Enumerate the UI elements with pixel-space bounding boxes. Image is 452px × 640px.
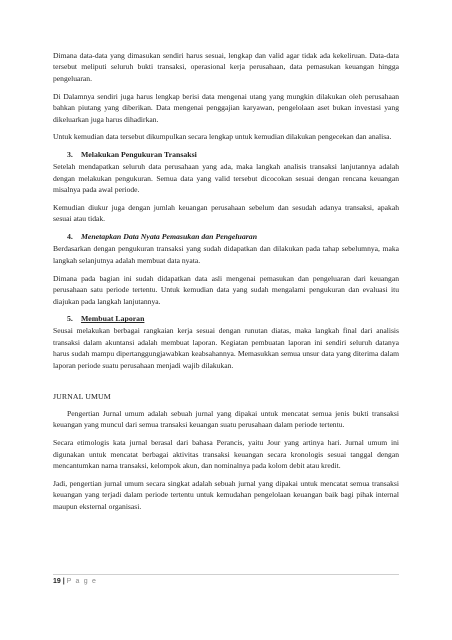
step-4-heading bbox=[53, 231, 399, 242]
paragraph: Seusai melakukan berbagai rangkaian kerja sesuai dengan runutan diatas, maka langkah final dari analisis transaksi dalam akuntansi adalah membuat laporan. Kegiatan pembuatan laporan ini sendiri seluruh datanya harus sudah mampu dipertanggungjawabkan keabsahannya. Memasukkan semua unsur data yang diterima dalam laporan periode suatu perusahaan menjadi wajib dilakukan. bbox=[53, 326, 399, 370]
paragraph: Dimana pada bagian ini sudah didapatkan data asli mengenai pemasukan dan pengeluaran dari keuangan perusahaan satu periode tertentu. Untuk kemudian data yang sudah mengalami pengukuran dan evaluasi itu diajukan pada langkah lanjutannya. bbox=[53, 273, 399, 306]
step-5-heading bbox=[53, 313, 399, 324]
section-heading: JURNAL UMUM bbox=[53, 392, 111, 402]
paragraph: Dimana data-data yang dimasukan sendiri harus sesuai, lengkap dan valid agar tidak ada kekeliruan. Data-data tersebut meliputi seluruh bukti transaksi, operasional kerja perusahaan, data pemasukan keuangan hingga pengeluaran. bbox=[53, 51, 399, 83]
paragraph: Untuk kemudian data tersebut dikumpulkan secara lengkap untuk kemudian dilakukan pengecekan dan analisa. bbox=[53, 132, 392, 142]
page-label: P a g e bbox=[66, 578, 98, 585]
step-title: Melakukan Pengukuran Transaksi bbox=[80, 150, 197, 160]
paragraph: Secara etimologis kata jurnal berasal dari bahasa Perancis, yaitu Jour yang artinya hari. Jurnal umum ini digunakan untuk mencatat berbagai aktivitas transaksi keuangan secara kronologis sesuai tanggal dengan mencantumkan nama transaksi, kelompok akun, dan nominalnya pada kolom debit atau kredit. bbox=[53, 438, 399, 471]
paragraph: Kemudian diukur juga dengan jumlah keuangan perusahaan sebelum dan sesudah adanya transaksi, apakah sesuai atau tidak. bbox=[53, 203, 399, 224]
step-title: Menetapkan Data Nyata Pemasukan dan Pengeluaran bbox=[80, 232, 258, 242]
step-number: 3. bbox=[67, 150, 73, 160]
page-content bbox=[53, 50, 399, 519]
step-title: Membuat Laporan bbox=[80, 314, 145, 324]
paragraph: Setelah mendapatkan seluruh data perusahaan yang ada, maka langkah analisis transaksi lanjutannya adalah dengan melakukan pengukuran. Semua data yang valid tersebut dicocokan sesuai dengan rencana keuangan misalnya pada awal periode. bbox=[53, 162, 399, 195]
paragraph: Pengertian Jurnal umum adalah sebuah jurnal yang dipakai untuk mencatat semua jenis bukti transaksi keuangan yang muncul dari semua transaksi keuangan suatu perusahaan dalam periode tertentu. bbox=[53, 409, 399, 430]
paragraph: Berdasarkan dengan pengukuran transaksi yang sudah didapatkan dan dilakukan pada tahap sebelumnya, maka langkah selanjutnya adalah membuat data nyata. bbox=[53, 244, 399, 265]
paragraph: Di Dalamnya sendiri juga harus lengkap berisi data mengenai utang yang mungkin dilakukan oleh perusahaan bahkan piutang yang diberikan. Data mengenai penggajian karyawan, pengelolaan aset bukan investasi yang dikeluarkan juga harus dihadirkan. bbox=[53, 91, 399, 124]
footer-separator: | bbox=[62, 578, 65, 585]
page-number: 19 bbox=[53, 578, 61, 585]
step-number: 4. bbox=[67, 232, 73, 242]
page-footer bbox=[53, 574, 399, 587]
step-number: 5. bbox=[67, 314, 73, 324]
paragraph: Jadi, pengertian jurnal umum secara singkat adalah sebuah jurnal yang dipakai untuk mencatat semua transaksi keuangan yang terjadi dalam periode tertentu untuk kemudahan pengelolaan keuangan baik bagi pihak internal maupun eksternal organisasi. bbox=[53, 479, 399, 511]
step-3-heading bbox=[53, 149, 399, 160]
